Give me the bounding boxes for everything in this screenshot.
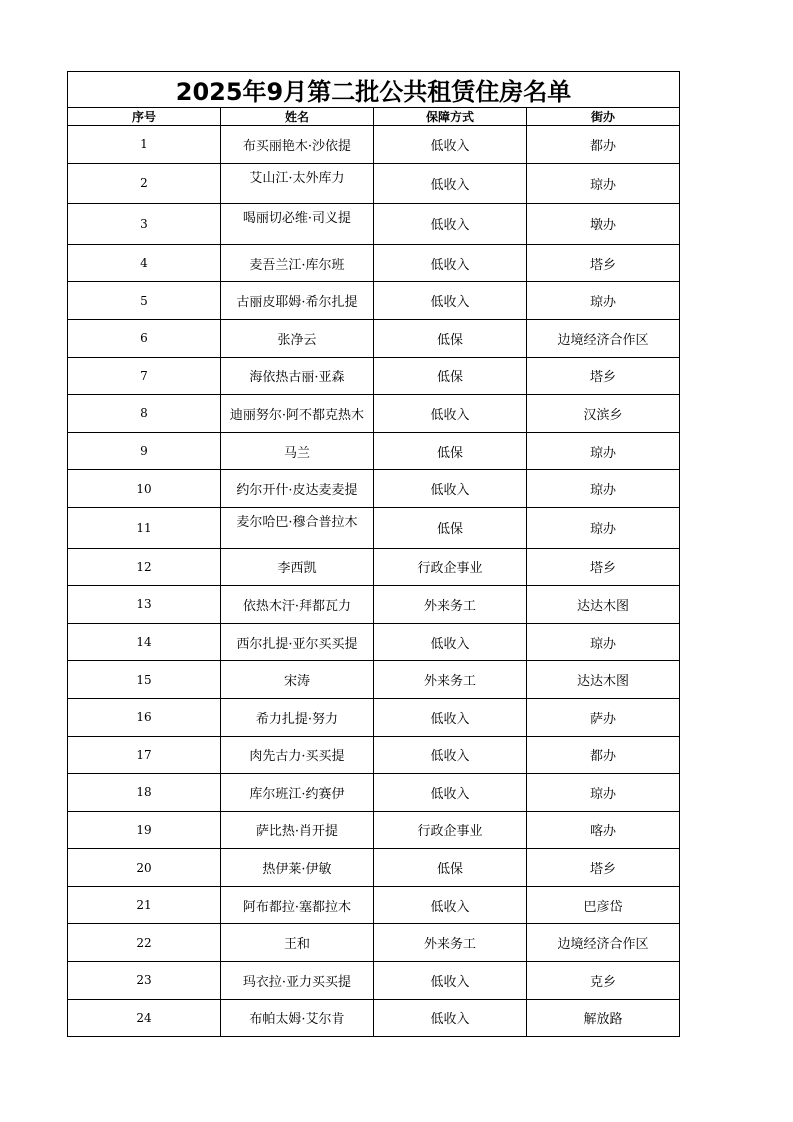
row-number-cell: 11: [68, 507, 221, 548]
row-number-cell: 21: [68, 886, 221, 924]
housing-type-cell: 低收入: [374, 886, 527, 924]
street-office-cell: 琼办: [527, 774, 680, 812]
name-cell: 王和: [221, 924, 374, 962]
street-office-cell: 解放路: [527, 999, 680, 1037]
column-header-number: 序号: [68, 108, 221, 126]
street-office-cell: 都办: [527, 736, 680, 774]
table-row: [68, 357, 680, 395]
table-row: [68, 244, 680, 282]
name-cell: 萨比热·肖开提: [221, 811, 374, 849]
public-housing-list-table: [67, 71, 680, 1037]
page-title: 2025年9月第二批公共租赁住房名单: [68, 72, 680, 108]
table-row: [68, 774, 680, 812]
row-number-cell: 19: [68, 811, 221, 849]
street-office-cell: 琼办: [527, 623, 680, 661]
housing-type-cell: 低保: [374, 357, 527, 395]
row-number-cell: 4: [68, 244, 221, 282]
table-row: [68, 698, 680, 736]
street-office-cell: 喀办: [527, 811, 680, 849]
table-row: [68, 924, 680, 962]
name-cell: 麦吾兰江·库尔班: [221, 244, 374, 282]
table-row: [68, 126, 680, 164]
name-cell: 玛衣拉·亚力买买提: [221, 962, 374, 1000]
row-number-cell: 17: [68, 736, 221, 774]
street-office-cell: 达达木图: [527, 661, 680, 699]
row-number-cell: 23: [68, 962, 221, 1000]
street-office-cell: 塔乡: [527, 849, 680, 887]
street-office-cell: 塔乡: [527, 244, 680, 282]
table-row: [68, 507, 680, 548]
housing-type-cell: 低收入: [374, 126, 527, 164]
name-cell: 布买丽艳木·沙依提: [221, 126, 374, 164]
name-text: 喝丽切必维·司义提: [242, 211, 352, 227]
housing-type-cell: 低收入: [374, 244, 527, 282]
housing-type-cell: 低保: [374, 432, 527, 470]
street-office-cell: 边境经济合作区: [527, 319, 680, 357]
row-number-cell: 9: [68, 432, 221, 470]
name-text: 艾山江·太外库力: [249, 170, 345, 186]
table-row: [68, 811, 680, 849]
name-cell: 依热木汗·拜都瓦力: [221, 586, 374, 624]
name-cell: 肉先古力·买买提: [221, 736, 374, 774]
name-text: 麦尔哈巴·穆合普拉木: [236, 514, 358, 530]
name-cell: 阿布都拉·塞都拉木: [221, 886, 374, 924]
table-row: [68, 849, 680, 887]
table-row: [68, 204, 680, 245]
table-row: [68, 736, 680, 774]
housing-type-cell: 外来务工: [374, 924, 527, 962]
housing-type-cell: 低收入: [374, 736, 527, 774]
housing-type-cell: 低收入: [374, 470, 527, 508]
row-number-cell: 18: [68, 774, 221, 812]
table-row: [68, 319, 680, 357]
housing-type-cell: 低收入: [374, 774, 527, 812]
row-number-cell: 1: [68, 126, 221, 164]
name-cell: 张净云: [221, 319, 374, 357]
street-office-cell: 塔乡: [527, 548, 680, 586]
housing-type-cell: 低保: [374, 507, 527, 548]
table-row: [68, 586, 680, 624]
table-row: [68, 432, 680, 470]
table-row: [68, 886, 680, 924]
table-row: [68, 999, 680, 1037]
row-number-cell: 5: [68, 282, 221, 320]
street-office-cell: 克乡: [527, 962, 680, 1000]
name-cell: 库尔班江·约赛伊: [221, 774, 374, 812]
name-cell: 马兰: [221, 432, 374, 470]
table-row: [68, 282, 680, 320]
column-header-name: 姓名: [221, 108, 374, 126]
name-cell: [221, 507, 374, 548]
housing-type-cell: 行政企事业: [374, 811, 527, 849]
name-cell: 宋涛: [221, 661, 374, 699]
street-office-cell: 琼办: [527, 507, 680, 548]
housing-type-cell: 低收入: [374, 204, 527, 245]
row-number-cell: 15: [68, 661, 221, 699]
column-header-type: 保障方式: [374, 108, 527, 126]
housing-type-cell: 低收入: [374, 962, 527, 1000]
housing-type-cell: 外来务工: [374, 661, 527, 699]
row-number-cell: 8: [68, 395, 221, 433]
street-office-cell: 塔乡: [527, 357, 680, 395]
name-cell: 希力扎提·努力: [221, 698, 374, 736]
housing-type-cell: 低收入: [374, 623, 527, 661]
housing-type-cell: 低收入: [374, 999, 527, 1037]
name-cell: 热伊莱·伊敏: [221, 849, 374, 887]
row-number-cell: 14: [68, 623, 221, 661]
name-cell: 迪丽努尔·阿不都克热木: [221, 395, 374, 433]
table-row: [68, 163, 680, 204]
housing-type-cell: 低保: [374, 319, 527, 357]
row-number-cell: 2: [68, 163, 221, 204]
name-cell: 布帕太姆·艾尔肯: [221, 999, 374, 1037]
row-number-cell: 7: [68, 357, 221, 395]
table-row: [68, 962, 680, 1000]
street-office-cell: 墩办: [527, 204, 680, 245]
row-number-cell: 13: [68, 586, 221, 624]
housing-type-cell: 外来务工: [374, 586, 527, 624]
housing-type-cell: 低收入: [374, 698, 527, 736]
street-office-cell: 巴彦岱: [527, 886, 680, 924]
street-office-cell: 边境经济合作区: [527, 924, 680, 962]
row-number-cell: 10: [68, 470, 221, 508]
street-office-cell: 汉滨乡: [527, 395, 680, 433]
column-header-office: 街办: [527, 108, 680, 126]
name-cell: 海依热古丽·亚森: [221, 357, 374, 395]
row-number-cell: 3: [68, 204, 221, 245]
street-office-cell: 琼办: [527, 470, 680, 508]
row-number-cell: 12: [68, 548, 221, 586]
name-cell: 古丽皮耶姆·希尔扎提: [221, 282, 374, 320]
street-office-cell: 琼办: [527, 282, 680, 320]
row-number-cell: 24: [68, 999, 221, 1037]
name-cell: [221, 204, 374, 245]
header-row: [68, 108, 680, 126]
housing-type-cell: 低收入: [374, 395, 527, 433]
housing-type-cell: 低收入: [374, 282, 527, 320]
street-office-cell: 都办: [527, 126, 680, 164]
housing-type-cell: 行政企事业: [374, 548, 527, 586]
name-cell: 约尔开什·皮达麦麦提: [221, 470, 374, 508]
table-row: [68, 395, 680, 433]
name-cell: 西尔扎提·亚尔买买提: [221, 623, 374, 661]
street-office-cell: 萨办: [527, 698, 680, 736]
row-number-cell: 20: [68, 849, 221, 887]
table-row: [68, 548, 680, 586]
street-office-cell: 达达木图: [527, 586, 680, 624]
row-number-cell: 22: [68, 924, 221, 962]
housing-type-cell: 低保: [374, 849, 527, 887]
housing-type-cell: 低收入: [374, 163, 527, 204]
street-office-cell: 琼办: [527, 432, 680, 470]
name-cell: [221, 163, 374, 204]
table-row: [68, 661, 680, 699]
street-office-cell: 琼办: [527, 163, 680, 204]
row-number-cell: 16: [68, 698, 221, 736]
row-number-cell: 6: [68, 319, 221, 357]
table-row: [68, 623, 680, 661]
name-cell: 李西凯: [221, 548, 374, 586]
table-row: [68, 470, 680, 508]
